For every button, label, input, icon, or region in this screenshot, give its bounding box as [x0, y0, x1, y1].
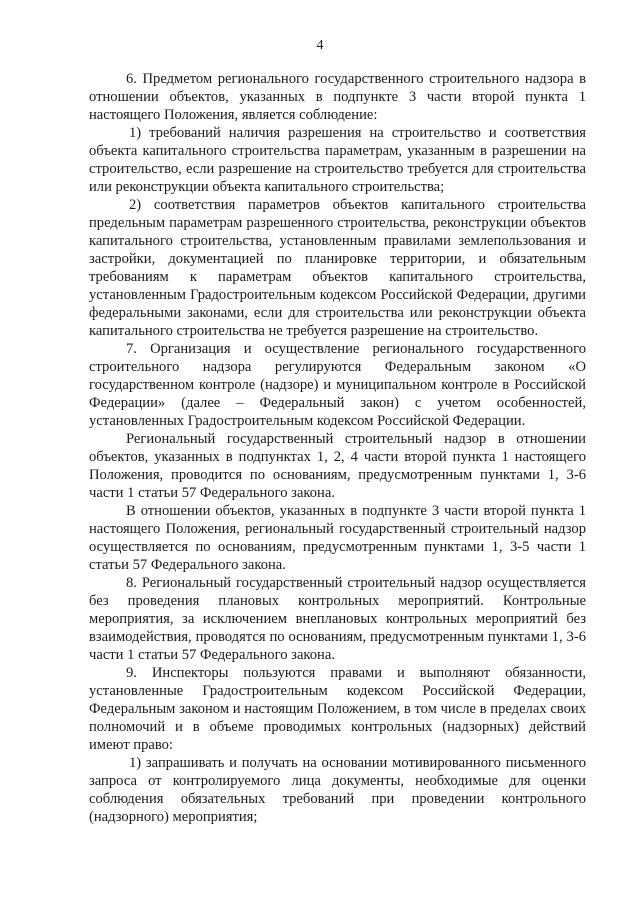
paragraph-9-item-1: 1) запрашивать и получать на основании мотивированного письменного запроса от контролируемого лица документы, необходимые для оценки соблюдения обязательных требований при проведении контрольного (надзорного) мероприятия;	[89, 755, 586, 825]
document-body	[89, 70, 586, 826]
paragraph-7-part-2: Региональный государственный строительный надзор в отношении объектов, указанных в подпунктах 1, 2, 4 части второй пункта 1 настоящего Положения, проводится по основаниям, предусмотренным пунктами 1, 3-6 части 1 статьи 57 Федерального закона.	[89, 431, 586, 501]
paragraph-7: 7. Организация и осуществление регионального государственного строительного надзора регулируются Федеральным законом «О государственном контроле (надзоре) и муниципальном контроле в Российской Федерации» (далее – Федеральный закон) с учетом особенностей, установленных Градостроительным кодексом Российской Федерации.	[89, 341, 586, 429]
paragraph-6: 6. Предметом регионального государственного строительного надзора в отношении объектов, указанных в подпункте 3 части второй пункта 1 настоящего Положения, является соблюдение:	[89, 71, 586, 123]
paragraph-6-item-1: 1) требований наличия разрешения на строительство и соответствия объекта капитального строительства параметрам, указанным в разрешении на строительство, если разрешение на строительство требуется для строительства или реконструкции объекта капитального строительства;	[89, 125, 586, 195]
paragraph-9: 9. Инспекторы пользуются правами и выполняют обязанности, установленные Градостроительным кодексом Российской Федерации, Федеральным законом и настоящим Положением, в том числе в пределах своих полномочий и в объеме проводимых контрольных (надзорных) действий имеют право:	[89, 665, 586, 753]
page-number: 4	[316, 38, 324, 53]
paragraph-6-item-2: 2) соответствия параметров объектов капитального строительства предельным параметрам разрешенного строительства, реконструкции объектов капитального строительства, установленным правилами землепользования и застройки, документацией по планировке территории, и обязательным требованиям к параметрам объектов капитального строительства, установленным Градостроительным кодексом Российской Федерации, другими федеральными законами, если для строительства или реконструкции объекта капитального строительства не требуется разрешение на строительство.	[89, 197, 586, 339]
paragraph-7-part-3: В отношении объектов, указанных в подпункте 3 части второй пункта 1 настоящего Положения, региональный государственный строительный надзор осуществляется по основаниям, предусмотренным пунктами 1, 3-5 части 1 статьи 57 Федерального закона.	[89, 503, 586, 573]
paragraph-8: 8. Региональный государственный строительный надзор осуществляется без проведения плановых контрольных мероприятий. Контрольные мероприятия, за исключением внеплановых контрольных мероприятий без взаимодействия, проводятся по основаниям, предусмотренным пунктами 1, 3-6 части 1 статьи 57 Федерального закона.	[89, 575, 586, 663]
